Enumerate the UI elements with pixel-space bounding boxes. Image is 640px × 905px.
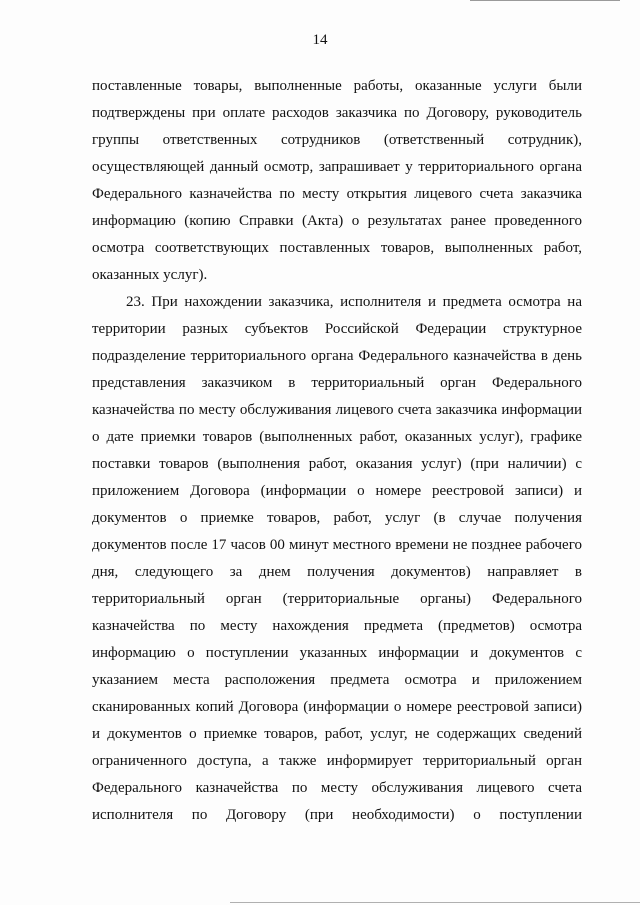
scan-bottom-edge xyxy=(230,902,640,903)
text-line: осмотра соответствующих поставленных товаров, выполненных работ, xyxy=(92,240,582,256)
text-line: и документов о приемке товаров, работ, услуг, не содержащих сведений xyxy=(92,726,582,742)
text-line: информацию о поступлении указанных информации и документов с xyxy=(92,645,582,661)
text-line: территориальный орган (территориальные органы) Федерального xyxy=(92,591,582,607)
text-line: документов после 17 часов 00 минут местного времени не позднее рабочего xyxy=(92,537,582,553)
text-line: казначейства по месту нахождения предмета (предметов) осмотра xyxy=(92,618,582,634)
text-line: оказанных услуг). xyxy=(92,267,208,283)
text-line: подразделение территориального органа Федерального казначейства в день xyxy=(92,348,582,364)
text-line: указанием места расположения предмета осмотра и приложением xyxy=(92,672,582,688)
text-line: территории разных субъектов Российской Федерации структурное xyxy=(92,321,582,337)
scan-top-edge xyxy=(470,0,620,1)
body-text xyxy=(92,73,582,829)
text-line: информацию (копию Справки (Акта) о результатах ранее проведенного xyxy=(92,213,582,229)
text-line: представления заказчиком в территориальный орган Федерального xyxy=(92,375,582,391)
text-line: Федерального казначейства по месту открытия лицевого счета заказчика xyxy=(92,186,582,202)
text-line: о дате приемки товаров (выполненных работ, оказанных услуг), графике xyxy=(92,429,582,445)
text-line: поставленные товары, выполненные работы, оказанные услуги были xyxy=(92,78,582,94)
text-line: казначейства по месту обслуживания лицевого счета заказчика информации xyxy=(92,402,582,418)
text-line: документов о приемке товаров, работ, услуг (в случае получения xyxy=(92,510,582,526)
text-line: поставки товаров (выполнения работ, оказания услуг) (при наличии) с xyxy=(92,456,582,472)
paragraph-first-line: 23. При нахождении заказчика, исполнителя и предмета осмотра на xyxy=(126,294,582,310)
text-line: дня, следующего за днем получения документов) направляет в xyxy=(92,564,582,580)
text-line: сканированных копий Договора (информации о номере реестровой записи) xyxy=(92,699,582,715)
text-line: Федерального казначейства по месту обслуживания лицевого счета xyxy=(92,780,582,796)
text-line: приложением Договора (информации о номере реестровой записи) и xyxy=(92,483,582,499)
text-line: ограниченного доступа, а также информирует территориальный орган xyxy=(92,753,582,769)
page-number: 14 xyxy=(312,32,328,48)
text-line: группы ответственных сотрудников (ответственный сотрудник), xyxy=(92,132,582,148)
text-line: осуществляющей данный осмотр, запрашивает у территориального органа xyxy=(92,159,582,175)
text-line: исполнителя по Договору (при необходимости) о поступлении xyxy=(92,807,582,823)
text-line: подтверждены при оплате расходов заказчика по Договору, руководитель xyxy=(92,105,582,121)
